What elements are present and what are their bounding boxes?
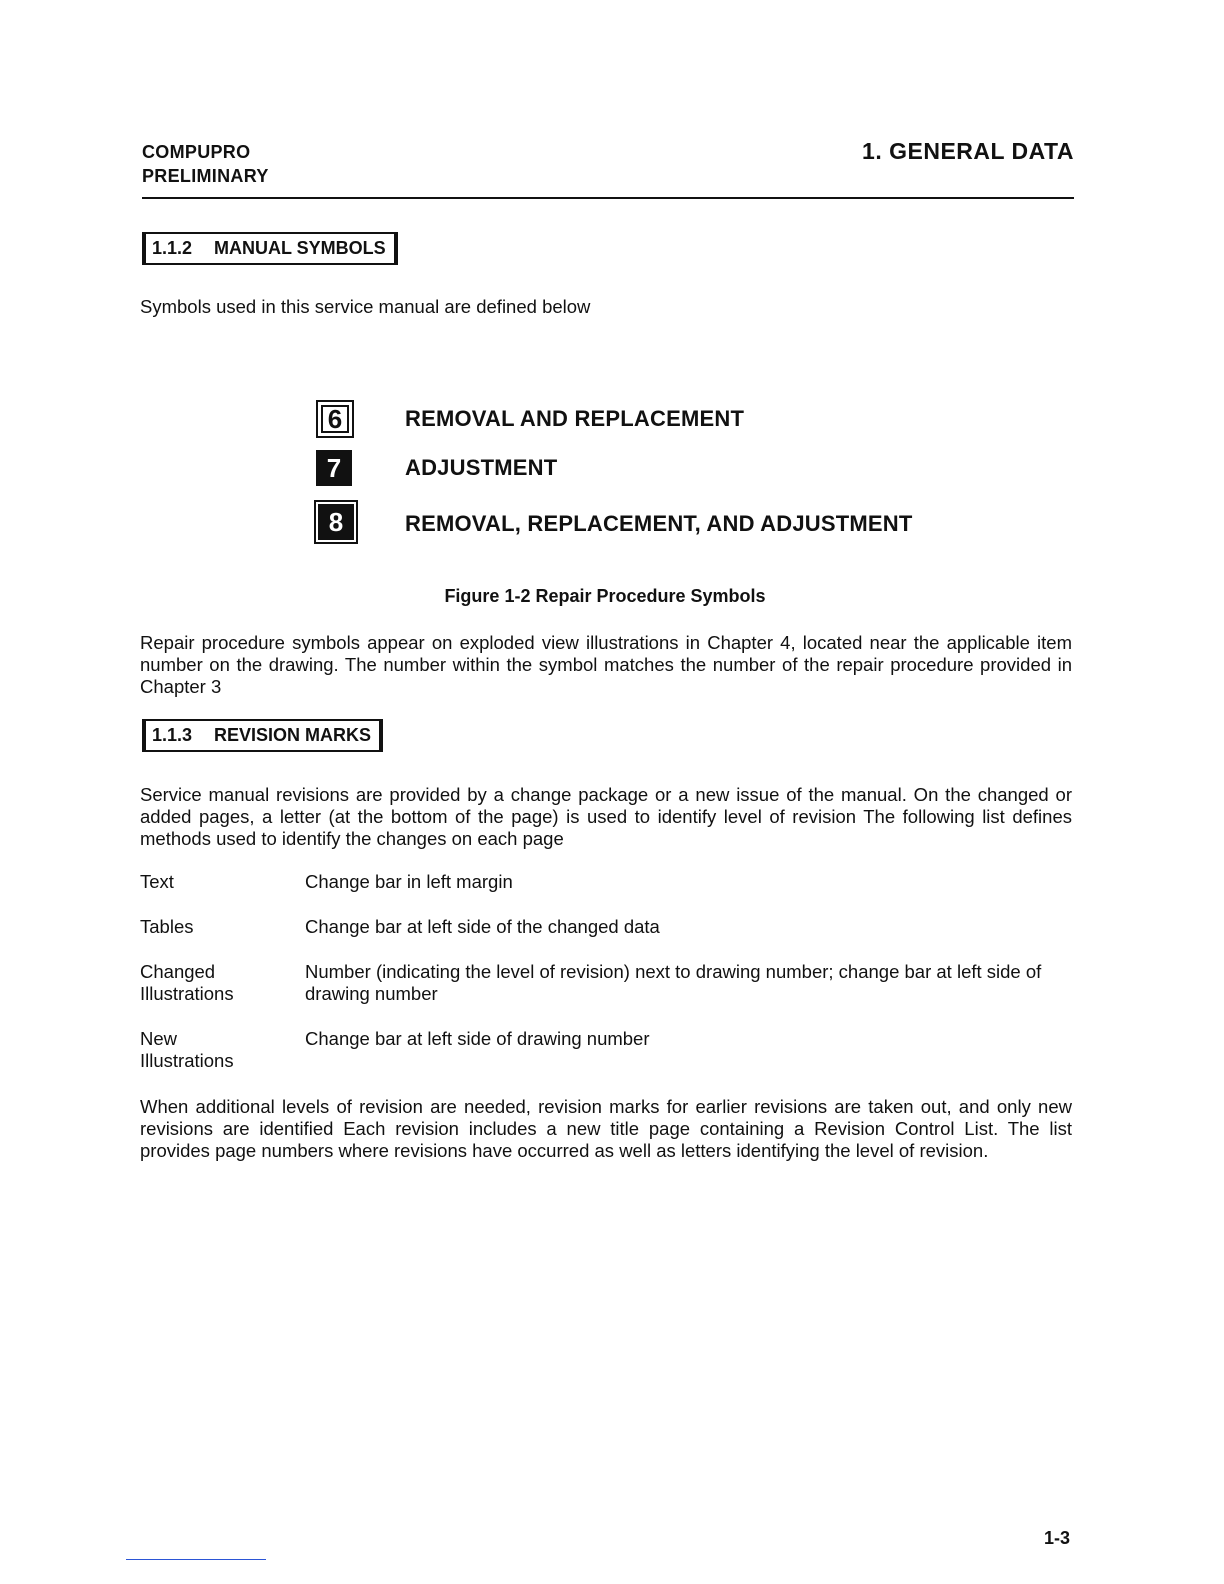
section-title: MANUAL SYMBOLS: [214, 238, 386, 258]
symbol-8-label: REMOVAL, REPLACEMENT, AND ADJUSTMENT: [405, 511, 913, 536]
method-definition: Change bar at left side of the changed data: [305, 916, 660, 937]
header-divider: [142, 197, 1074, 199]
method-definition: Change bar at left side of drawing number: [305, 1028, 650, 1049]
method-term: Tables: [140, 916, 194, 937]
symbol-6-icon: [316, 400, 354, 438]
company-name: COMPUPRO: [142, 142, 251, 162]
method-definition: Number (indicating the level of revision) next to drawing number; change bar at left side of drawing number: [305, 961, 1042, 1004]
section-heading-manual-symbols: [142, 232, 398, 265]
method-term: Text: [140, 871, 174, 892]
symbol-7-number: 7: [326, 452, 342, 483]
header-left: [142, 140, 269, 188]
method-definition: Change bar in left margin: [305, 871, 513, 892]
symbol-6-number: 6: [321, 405, 349, 433]
page-number: 1-3: [1043, 1528, 1070, 1548]
method-term: Changed Illustrations: [140, 961, 234, 1004]
repair-paragraph: Repair procedure symbols appear on exploded view illustrations in Chapter 4, located near the applicable item number on the drawing. The number within the symbol matches the number of the repair procedure provided in Chapter 3: [140, 632, 1072, 697]
chapter-title: 1. GENERAL DATA: [862, 138, 1074, 164]
footer-rule: [126, 1559, 266, 1560]
revision-intro: Service manual revisions are provided by a change package or a new issue of the manual. On the changed or added pages, a letter (at the bottom of the page) is used to identify level of revision The following list defines methods used to identify the changes on each page: [140, 784, 1072, 849]
closing-paragraph: When additional levels of revision are needed, revision marks for earlier revisions are taken out, and only new revisions are identified Each revision includes a new title page containing a Revision Control List. The list provides page numbers where revisions have occurred as well as letters identifying the level of revision.: [140, 1096, 1072, 1161]
symbol-6-label: REMOVAL AND REPLACEMENT: [405, 406, 745, 431]
symbol-7-label: ADJUSTMENT: [405, 455, 558, 480]
symbol-7-icon: [316, 450, 352, 486]
symbol-8-icon: [314, 500, 358, 544]
document-status: PRELIMINARY: [142, 166, 269, 186]
symbols-intro: Symbols used in this service manual are defined below: [140, 296, 591, 317]
section-number: 1.1.2: [152, 238, 193, 258]
section-heading-revision-marks: [142, 719, 383, 752]
section-number: 1.1.3: [152, 725, 193, 745]
method-term: New Illustrations: [140, 1028, 234, 1071]
figure-caption: Figure 1-2 Repair Procedure Symbols: [444, 586, 766, 606]
symbol-8-number: 8: [318, 504, 354, 540]
section-title: REVISION MARKS: [214, 725, 372, 745]
